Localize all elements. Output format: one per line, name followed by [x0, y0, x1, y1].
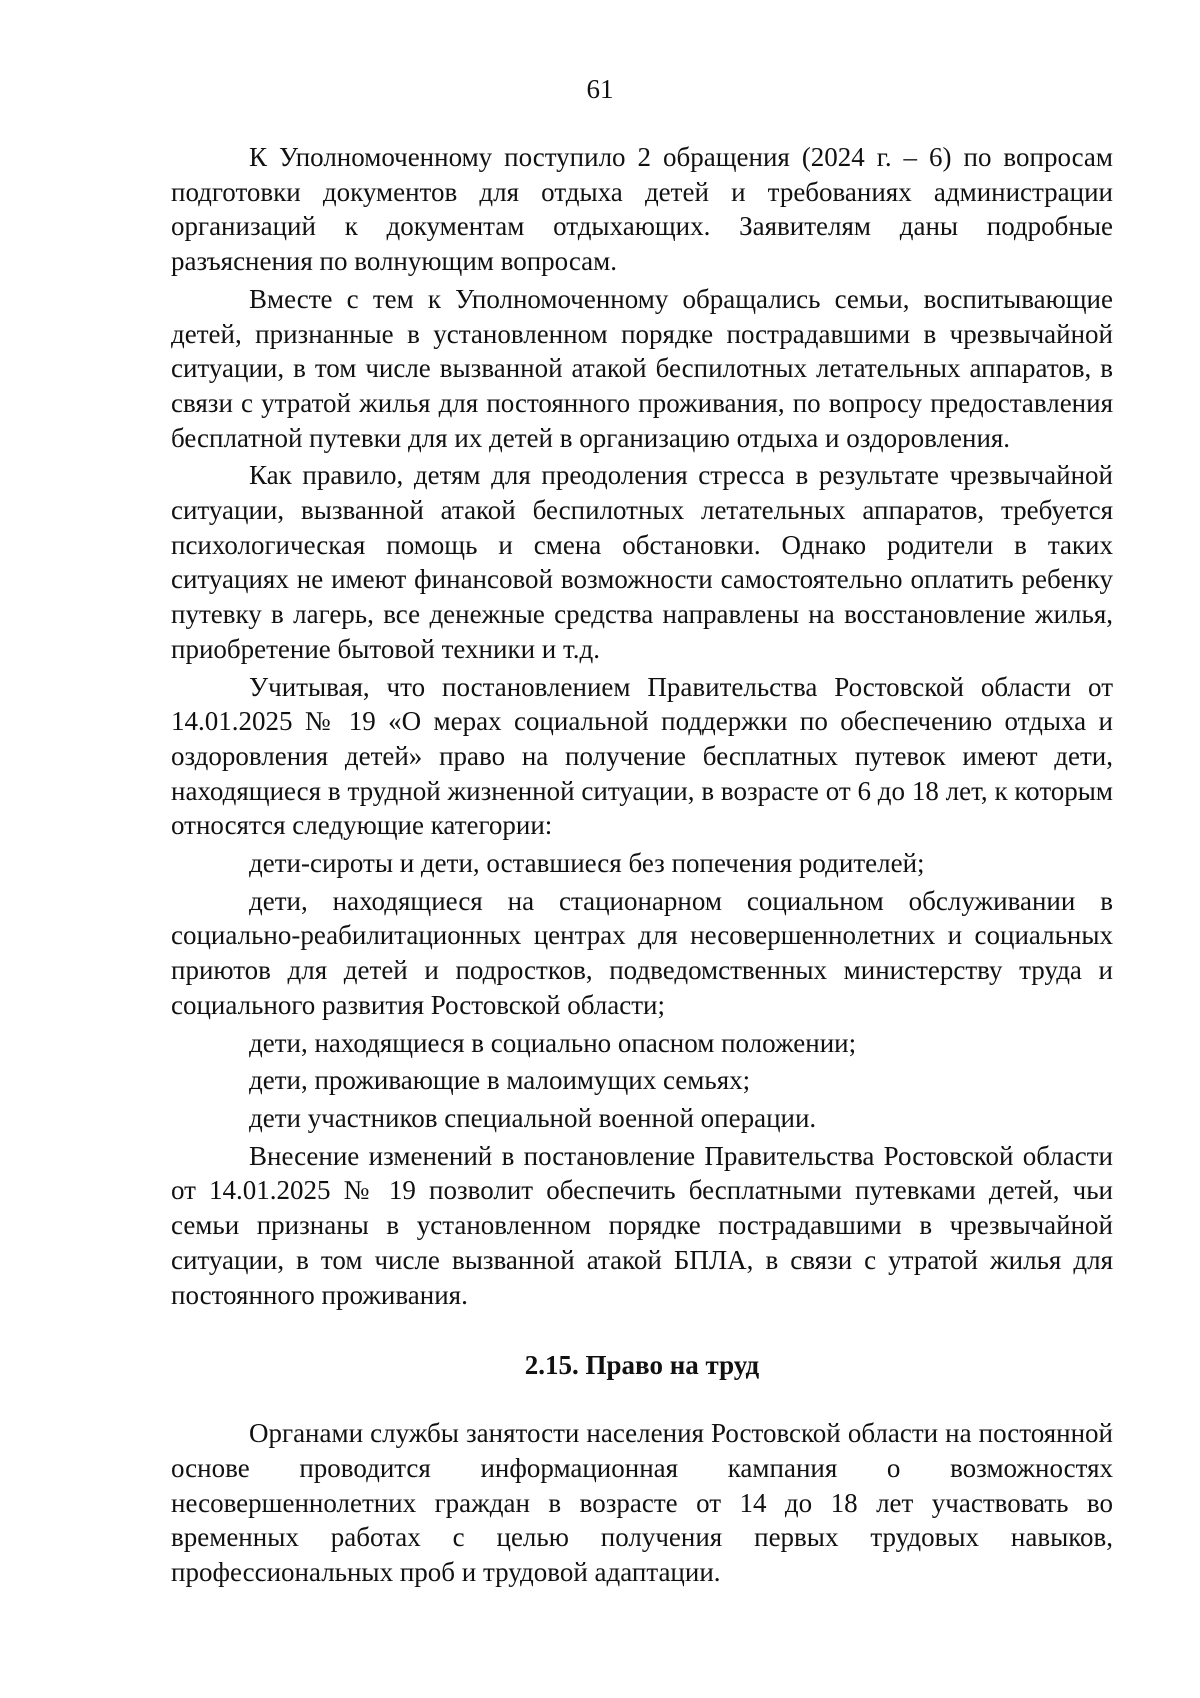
- list-item: дети, проживающие в малоимущих семьях;: [249, 1065, 751, 1096]
- paragraph-families: Вместе с тем к Уполномоченному обращались семьи, воспитывающие детей, признанные в установленном порядке пострадавшими в чрезвычайной ситуации, в том числе вызванной атакой беспилотных летательных аппаратов, в связи с утратой жилья для постоянного проживания, по вопросу предоставления бесплатной путевки для их детей в организацию отдыха и оздоровления.: [171, 283, 1113, 453]
- paragraph-amendment: Внесение изменений в постановление Правительства Ростовской области от 14.01.2025 № 19 позволит обеспечить бесплатными путевками детей, чьи семьи признаны в установленном порядке пострадавшими в чрезвычайной ситуации, в том числе вызванной атакой БПЛА, в связи с утратой жилья для постоянного проживания.: [171, 1140, 1113, 1310]
- paragraph-stress: Как правило, детям для преодоления стресса в результате чрезвычайной ситуации, вызванной атакой беспилотных летательных аппаратов, требуется психологическая помощь и смена обстановки. Однако родители в таких ситуациях не имеют финансовой возможности самостоятельно оплатить ребенку путевку в лагерь, все денежные средства направлены на восстановление жилья, приобретение бытовой техники и т.д.: [171, 460, 1113, 664]
- list-item: дети-сироты и дети, оставшиеся без попечения родителей;: [249, 848, 925, 879]
- paragraph-appeals: К Уполномоченному поступило 2 обращения (2024 г. – 6) по вопросам подготовки документов для отдыха детей и требованиях администрации организаций к документам отдыхающих. Заявителям даны подробные разъяснения по волнующим вопросам.: [171, 142, 1113, 277]
- paragraph-employment: Органами службы занятости населения Ростовской области на постоянной основе проводится информационная кампания о возможностях несовершеннолетних граждан в возрасте от 14 до 18 лет участвовать во временных работах с целью получения первых трудовых навыков, профессиональных проб и трудовой адаптации.: [171, 1418, 1113, 1588]
- list-item: дети, находящиеся в социально опасном положении;: [249, 1027, 857, 1058]
- section-heading: 2.15. Право на труд: [524, 1350, 760, 1381]
- list-item: дети, находящиеся на стационарном социальном обслуживании в социально-реабилитационных центрах для несовершеннолетних и социальных приютов для детей и подростков, подведомственных министерству труда и социального развития Ростовской области;: [171, 885, 1113, 1020]
- paragraph-resolution: Учитывая, что постановлением Правительства Ростовской области от 14.01.2025 № 19 «О мерах социальной поддержки по обеспечению отдыха и оздоровления детей» право на получение бесплатных путевок имеют дети, находящиеся в трудной жизненной ситуации, в возрасте от 6 до 18 лет, к которым относятся следующие категории:: [171, 671, 1113, 841]
- page-content: [171, 140, 1113, 1590]
- list-item: дети участников специальной военной операции.: [249, 1102, 817, 1133]
- page-number: 61: [586, 74, 614, 104]
